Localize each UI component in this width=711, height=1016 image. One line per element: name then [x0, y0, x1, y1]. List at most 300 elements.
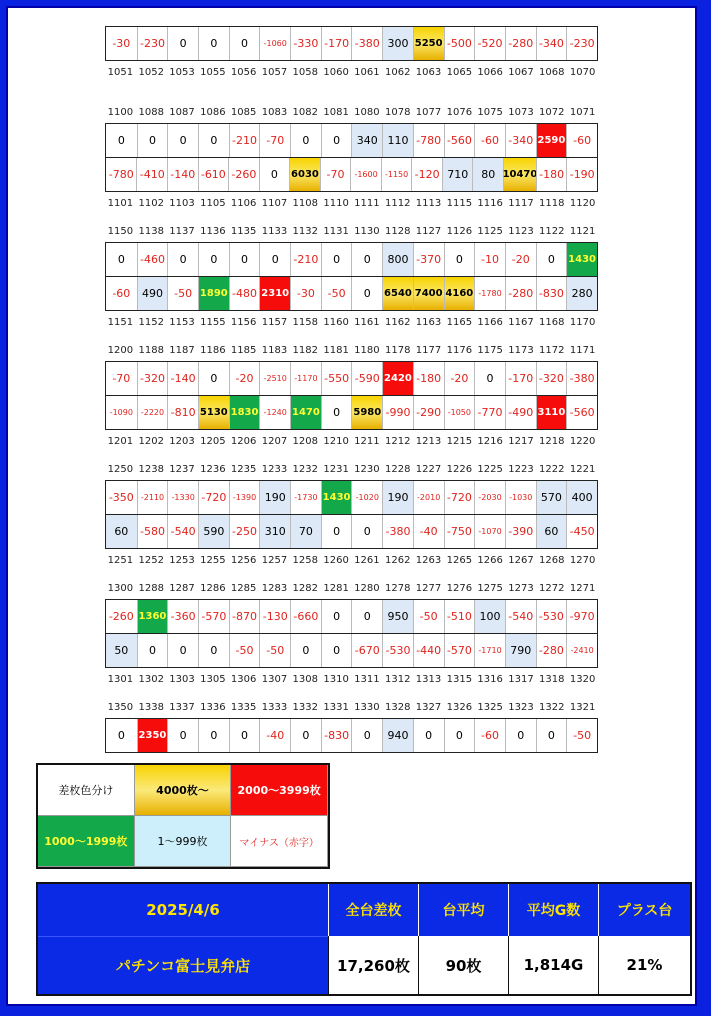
diff-cell: -830	[536, 277, 567, 310]
machine-number-label: 1188	[138, 344, 164, 356]
machine-number-label: 1165	[446, 316, 473, 328]
machine-number-row-bottom	[105, 192, 598, 214]
diff-cell: 0	[290, 719, 321, 752]
machine-number-label: 1215	[446, 435, 473, 447]
diff-cell: 0	[351, 277, 382, 310]
diff-cell: 6540	[382, 277, 413, 310]
diff-cell: -380	[566, 362, 597, 395]
machine-number-label: 1157	[261, 316, 288, 328]
diff-cell: -490	[505, 396, 536, 429]
diff-cell: -50	[413, 600, 444, 633]
machine-number-label: 1113	[415, 197, 442, 209]
machine-number-label: 1152	[138, 316, 164, 328]
machine-number-label: 1082	[292, 106, 318, 118]
machine-number-label: 1307	[261, 673, 288, 685]
machine-number-label: 1077	[415, 106, 442, 118]
machine-number-label: 1087	[169, 106, 195, 118]
machine-number-label: 1173	[508, 344, 534, 356]
machine-number-label: 1320	[569, 673, 596, 685]
machine-number-label: 1331	[323, 701, 349, 713]
machine-number-label: 1338	[138, 701, 164, 713]
machine-number-label: 1308	[292, 673, 318, 685]
machine-number-label: 1255	[200, 554, 226, 566]
machine-number-label: 1181	[323, 344, 349, 356]
machine-number-label: 1182	[292, 344, 318, 356]
diff-cell: 0	[413, 719, 444, 752]
diff-cell: 2350	[137, 719, 168, 752]
machine-number-label: 1185	[230, 344, 257, 356]
machine-number-label: 1175	[477, 344, 503, 356]
summary-value-plus-rate: 21%	[598, 936, 690, 994]
diff-cell: 0	[167, 27, 198, 60]
diff-cell: -1050	[444, 396, 475, 429]
machine-number-label: 1313	[415, 673, 442, 685]
diff-cell: 1360	[137, 600, 168, 633]
diff-cell: 2310	[259, 277, 290, 310]
diff-cell: 60	[106, 515, 137, 548]
diff-cell: 0	[321, 396, 352, 429]
machine-number-label: 1323	[508, 701, 534, 713]
diff-table	[105, 361, 598, 430]
machine-number-label: 1066	[477, 66, 503, 78]
machine-number-label: 1100	[107, 106, 134, 118]
machine-number-row-top	[105, 220, 598, 242]
machine-number-label: 1212	[384, 435, 411, 447]
machine-number-label: 1262	[384, 554, 411, 566]
diff-cell: -1330	[167, 481, 198, 514]
machine-number-label: 1128	[384, 225, 411, 237]
diff-cell: -290	[413, 396, 444, 429]
machine-number-label: 1326	[446, 701, 473, 713]
machine-number-label: 1073	[508, 106, 534, 118]
machine-number-label: 1301	[107, 673, 134, 685]
diff-cell: -210	[229, 124, 260, 157]
summary-value-avg-games: 1,814G	[508, 936, 598, 994]
machine-number-label: 1303	[169, 673, 195, 685]
machine-number-label: 1120	[569, 197, 596, 209]
machine-number-label: 1103	[169, 197, 195, 209]
diff-cell: -970	[566, 600, 597, 633]
diff-cell: 5980	[351, 396, 382, 429]
machine-number-label: 1118	[539, 197, 565, 209]
summary-header-avg-games: 平均G数	[508, 884, 598, 936]
diff-cell: -780	[108, 168, 134, 181]
machine-number-label: 1233	[261, 463, 288, 475]
machine-number-label: 1270	[569, 554, 596, 566]
machine-number-label: 1130	[354, 225, 380, 237]
machine-number-label: 1063	[415, 66, 442, 78]
machine-number-label: 1116	[477, 197, 503, 209]
diff-cell: -2510	[259, 362, 290, 395]
diff-cell: 0	[444, 719, 475, 752]
machine-number-label: 1236	[200, 463, 226, 475]
diff-cell: 1470	[290, 396, 321, 429]
diff-cell: 0	[351, 600, 382, 633]
machine-number-label: 1061	[354, 66, 380, 78]
machine-number-label: 1318	[539, 673, 565, 685]
machine-number-label: 1208	[292, 435, 318, 447]
diff-cell: -50	[229, 634, 260, 667]
machine-number-row-bottom	[105, 61, 598, 83]
machine-number-label: 1201	[107, 435, 134, 447]
machine-number-label: 1266	[477, 554, 503, 566]
summary-value-total: 17,260枚	[328, 936, 418, 994]
machine-block	[105, 26, 598, 83]
machine-number-label: 1253	[169, 554, 195, 566]
table-row	[106, 600, 597, 633]
diff-cell: -990	[382, 396, 413, 429]
diff-cell: 0	[321, 634, 352, 667]
machine-number-label: 1056	[230, 66, 257, 78]
diff-cell: 0	[137, 124, 168, 157]
machine-number-label: 1158	[292, 316, 318, 328]
machine-number-row-bottom	[105, 549, 598, 571]
machine-number-label: 1316	[477, 673, 503, 685]
machine-number-label: 1311	[354, 673, 380, 685]
diff-cell: -60	[112, 287, 131, 300]
machine-number-label: 1333	[261, 701, 288, 713]
diff-cell: -2410	[566, 634, 597, 667]
diff-cell: -230	[137, 27, 168, 60]
machine-number-label: 1335	[230, 701, 257, 713]
machine-number-label: 1252	[138, 554, 164, 566]
machine-number-label: 1106	[230, 197, 257, 209]
machine-number-label: 1325	[477, 701, 503, 713]
machine-number-label: 1327	[415, 701, 442, 713]
machine-number-label: 1151	[107, 316, 134, 328]
diff-cell: 0	[117, 729, 125, 742]
diff-cell: 800	[382, 243, 413, 276]
diff-cell: 1430	[321, 481, 352, 514]
machine-number-label: 1226	[446, 463, 473, 475]
diff-cell: 190	[382, 481, 413, 514]
diff-table	[105, 242, 598, 311]
diff-cell: -320	[137, 362, 168, 395]
diff-cell: -2030	[474, 481, 505, 514]
diff-cell: 590	[198, 515, 229, 548]
page-frame	[6, 6, 697, 1006]
machine-number-label: 1153	[169, 316, 195, 328]
machine-number-label: 1186	[200, 344, 226, 356]
machine-number-label: 1060	[323, 66, 349, 78]
summary-store-name: パチンコ富士見弁店	[38, 936, 328, 994]
diff-cell: -410	[136, 158, 167, 191]
diff-cell: -610	[198, 158, 229, 191]
machine-number-label: 1108	[292, 197, 318, 209]
diff-cell: 340	[351, 124, 382, 157]
diff-cell: 0	[198, 243, 229, 276]
diff-cell: 0	[198, 362, 229, 395]
table-row	[106, 633, 597, 667]
machine-number-label: 1258	[292, 554, 318, 566]
diff-cell: 0	[351, 515, 382, 548]
diff-cell: -810	[167, 396, 198, 429]
machine-number-label: 1053	[169, 66, 195, 78]
diff-cell: 0	[167, 124, 198, 157]
diff-cell: -560	[444, 124, 475, 157]
machine-number-label: 1178	[384, 344, 411, 356]
machine-number-label: 1268	[539, 554, 565, 566]
diff-cell: 0	[167, 243, 198, 276]
machine-number-label: 1107	[261, 197, 288, 209]
diff-cell: 1890	[198, 277, 229, 310]
machine-number-label: 1276	[446, 582, 473, 594]
diff-cell: 0	[137, 634, 168, 667]
diff-cell: -580	[137, 515, 168, 548]
diff-cell: -70	[259, 124, 290, 157]
machine-number-label: 1228	[384, 463, 411, 475]
machine-number-label: 1121	[569, 225, 596, 237]
machine-number-label: 1126	[446, 225, 473, 237]
diff-cell: -170	[321, 27, 352, 60]
summary-header-total: 全台差枚	[328, 884, 418, 936]
machine-number-label: 1317	[508, 673, 534, 685]
machine-number-label: 1132	[292, 225, 318, 237]
diff-cell: -70	[112, 372, 131, 385]
machine-block	[105, 696, 598, 753]
diff-cell: 0	[259, 243, 290, 276]
diff-cell: 0	[117, 134, 125, 147]
machine-number-row-top	[105, 458, 598, 480]
machine-number-label: 1088	[138, 106, 164, 118]
diff-cell: -250	[229, 515, 260, 548]
machine-number-label: 1222	[539, 463, 565, 475]
diff-cell: 0	[198, 27, 229, 60]
diff-cell: -530	[536, 600, 567, 633]
diff-cell: 400	[566, 481, 597, 514]
diff-cell: -40	[413, 515, 444, 548]
table-row	[106, 124, 597, 157]
machine-number-label: 1176	[446, 344, 473, 356]
machine-number-label: 1213	[415, 435, 442, 447]
machine-number-label: 1322	[539, 701, 565, 713]
diff-table	[105, 718, 598, 753]
legend-red: 2000～3999枚	[231, 765, 328, 816]
diff-cell: -570	[198, 600, 229, 633]
machine-number-label: 1200	[107, 344, 134, 356]
diff-cell: -380	[351, 27, 382, 60]
diff-cell: -770	[474, 396, 505, 429]
diff-cell: -2110	[137, 481, 168, 514]
diff-cell: 0	[474, 362, 505, 395]
diff-cell: 0	[351, 243, 382, 276]
machine-number-label: 1180	[354, 344, 380, 356]
machine-number-label: 1163	[415, 316, 442, 328]
machine-number-label: 1271	[569, 582, 596, 594]
diff-table	[105, 599, 598, 668]
machine-number-label: 1287	[169, 582, 195, 594]
diff-cell: 0	[198, 719, 229, 752]
machine-number-row-top	[105, 339, 598, 361]
machine-number-label: 1305	[200, 673, 226, 685]
diff-cell: 3110	[536, 396, 567, 429]
machine-number-label: 1065	[446, 66, 473, 78]
machine-number-label: 1160	[323, 316, 349, 328]
diff-cell: -780	[413, 124, 444, 157]
machine-number-label: 1166	[477, 316, 503, 328]
diff-cell: 0	[167, 634, 198, 667]
machine-number-label: 1302	[138, 673, 164, 685]
diff-cell: 1430	[566, 243, 597, 276]
machine-number-label: 1057	[261, 66, 288, 78]
machine-number-label: 1275	[477, 582, 503, 594]
diff-table	[105, 123, 598, 192]
diff-cell: -20	[505, 243, 536, 276]
summary-header-average: 台平均	[418, 884, 508, 936]
machine-number-label: 1306	[230, 673, 257, 685]
machine-number-label: 1272	[539, 582, 565, 594]
diff-cell: 60	[536, 515, 567, 548]
machine-number-label: 1136	[200, 225, 226, 237]
machine-number-label: 1310	[323, 673, 349, 685]
diff-cell: -280	[505, 277, 536, 310]
machine-block	[105, 101, 598, 214]
diff-cell: 2420	[382, 362, 413, 395]
machine-number-label: 1350	[107, 701, 134, 713]
diff-cell: 100	[474, 600, 505, 633]
machine-number-label: 1122	[539, 225, 565, 237]
machine-number-label: 1312	[384, 673, 411, 685]
machine-number-label: 1071	[569, 106, 596, 118]
diff-cell: -1170	[290, 362, 321, 395]
diff-cell: -260	[108, 610, 134, 623]
diff-cell: 940	[382, 719, 413, 752]
diff-cell: -30	[112, 37, 131, 50]
machine-number-label: 1232	[292, 463, 318, 475]
diff-cell: -590	[351, 362, 382, 395]
machine-number-label: 1257	[261, 554, 288, 566]
diff-cell: -180	[413, 362, 444, 395]
diff-cell: 5130	[198, 396, 229, 429]
diff-cell: 10470	[503, 158, 536, 191]
machine-number-label: 1150	[107, 225, 134, 237]
diff-cell: -460	[137, 243, 168, 276]
diff-cell: -540	[505, 600, 536, 633]
diff-cell: 0	[536, 719, 567, 752]
table-row	[106, 481, 597, 514]
machine-number-label: 1187	[169, 344, 195, 356]
machine-number-label: 1111	[354, 197, 380, 209]
machine-number-label: 1168	[539, 316, 565, 328]
diff-cell: -130	[259, 600, 290, 633]
machine-number-label: 1218	[539, 435, 565, 447]
diff-cell: 0	[198, 634, 229, 667]
diff-cell: -2220	[137, 396, 168, 429]
machine-number-label: 1231	[323, 463, 349, 475]
machine-number-label: 1137	[169, 225, 195, 237]
diff-cell: 190	[259, 481, 290, 514]
diff-cell: -40	[259, 719, 290, 752]
diff-cell: 0	[229, 243, 260, 276]
machine-number-label: 1263	[415, 554, 442, 566]
legend-minus: マイナス（赤字）	[231, 816, 328, 867]
diff-cell: -360	[167, 600, 198, 633]
diff-cell: 50	[106, 634, 137, 667]
machine-number-label: 1102	[138, 197, 164, 209]
machine-number-label: 1072	[539, 106, 565, 118]
machine-number-row-top	[105, 577, 598, 599]
diff-cell: -50	[321, 277, 352, 310]
machine-number-label: 1070	[569, 66, 596, 78]
machine-number-label: 1078	[384, 106, 411, 118]
diff-cell: 0	[290, 124, 321, 157]
diff-cell: -440	[413, 634, 444, 667]
machine-block	[105, 577, 598, 690]
machine-number-label: 1058	[292, 66, 318, 78]
diff-cell: 0	[444, 243, 475, 276]
diff-cell: 300	[382, 27, 413, 60]
machine-block	[105, 220, 598, 333]
machine-number-label: 1250	[107, 463, 134, 475]
machine-number-label: 1171	[569, 344, 596, 356]
diff-cell: 0	[167, 719, 198, 752]
machine-number-label: 1267	[508, 554, 534, 566]
machine-number-label: 1127	[415, 225, 442, 237]
diff-cell: -50	[167, 277, 198, 310]
machine-number-label: 1206	[230, 435, 257, 447]
machine-number-label: 1277	[415, 582, 442, 594]
machine-number-label: 1237	[169, 463, 195, 475]
diff-cell: -180	[536, 158, 567, 191]
diff-cell: 0	[321, 124, 352, 157]
diff-cell: 0	[505, 719, 536, 752]
machine-number-label: 1282	[292, 582, 318, 594]
diff-cell: 490	[137, 277, 168, 310]
diff-cell: -830	[321, 719, 352, 752]
table-row	[106, 719, 597, 752]
diff-cell: -390	[505, 515, 536, 548]
machine-number-label: 1205	[200, 435, 226, 447]
machine-number-label: 1117	[508, 197, 534, 209]
table-row	[106, 243, 597, 276]
summary-table	[36, 882, 692, 996]
diff-cell: -210	[290, 243, 321, 276]
machine-number-label: 1330	[354, 701, 380, 713]
machine-number-label: 1075	[477, 106, 503, 118]
legend-gold: 4000枚～	[135, 765, 232, 816]
diff-cell: -280	[536, 634, 567, 667]
diff-cell: -510	[444, 600, 475, 633]
machine-number-row-bottom	[105, 311, 598, 333]
machine-number-label: 1123	[508, 225, 534, 237]
machine-number-label: 1227	[415, 463, 442, 475]
diff-cell: -190	[566, 158, 597, 191]
machine-number-label: 1105	[200, 197, 226, 209]
machine-number-label: 1183	[261, 344, 288, 356]
machine-number-label: 1265	[446, 554, 473, 566]
machine-number-label: 1131	[323, 225, 349, 237]
machine-number-label: 1238	[138, 463, 164, 475]
machine-number-label: 1068	[539, 66, 565, 78]
machine-number-label: 1211	[354, 435, 380, 447]
machine-number-label: 1217	[508, 435, 534, 447]
diff-cell: -560	[566, 396, 597, 429]
diff-cell: -1070	[474, 515, 505, 548]
machine-number-label: 1101	[107, 197, 134, 209]
machine-number-label: 1203	[169, 435, 195, 447]
diff-cell: -720	[444, 481, 475, 514]
legend-blue: 1～999枚	[135, 816, 232, 867]
machine-number-label: 1280	[354, 582, 380, 594]
machine-number-label: 1155	[200, 316, 226, 328]
diff-table	[105, 26, 598, 61]
machine-number-row-top	[105, 101, 598, 123]
diff-table	[105, 480, 598, 549]
machine-number-label: 1283	[261, 582, 288, 594]
table-row	[106, 276, 597, 310]
diff-cell: -1600	[350, 158, 381, 191]
diff-cell: -480	[229, 277, 260, 310]
